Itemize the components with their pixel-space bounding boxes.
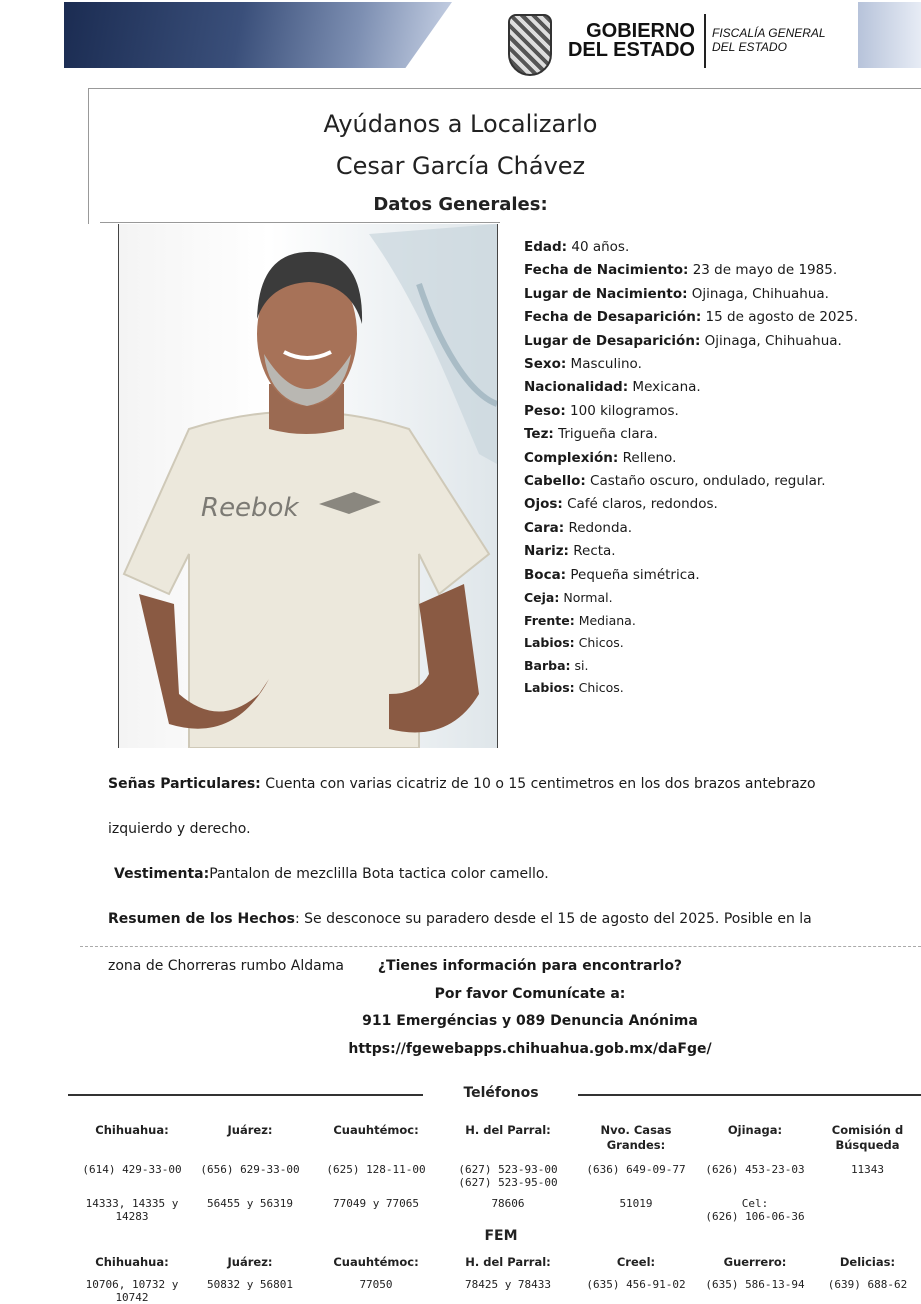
detail-value: Chicos. (574, 680, 624, 696)
telefonos-col-phone: (656) 629-33-00 (200, 1163, 300, 1176)
detail-label: Tez: (524, 426, 554, 443)
detail-value: Relleno. (618, 449, 677, 466)
gov-line1: GOBIERNO (586, 20, 695, 42)
detail-value: Trigueña clara. (553, 426, 658, 443)
telefonos-col-head: Comisión d Búsqueda (831, 1123, 904, 1152)
telefonos-col-head: Ojinaga: (727, 1123, 783, 1137)
gov-line2: DEL ESTADO (567, 39, 695, 61)
telefonos-col-ext: Cel: (626) 106-06-36 (705, 1197, 805, 1223)
fem-col-head: Guerrero: (723, 1255, 787, 1269)
detail-row (524, 587, 914, 610)
detail-label: Nacionalidad: (524, 379, 629, 396)
detail-label: Boca: (524, 566, 567, 583)
detail-row (524, 564, 914, 587)
fem-col-value: 50832 y 56801 (206, 1278, 294, 1291)
photo-illustration (119, 224, 497, 748)
detail-row (524, 376, 914, 399)
telefonos-col-phone: (625) 128-11-00 (326, 1163, 426, 1176)
detail-row (524, 236, 914, 259)
state-seal-logo (508, 14, 552, 76)
detail-label: Edad: (524, 239, 568, 255)
detail-value: Ojinaga, Chihuahua. (687, 285, 829, 302)
vestimenta-label: Vestimenta: (114, 866, 210, 882)
header-banner (64, 2, 452, 68)
telefonos-col-ext: 78606 (491, 1197, 525, 1210)
resumen-value-1: : Se desconoce su paradero desde el 15 de agosto del 2025. Posible en la (294, 911, 812, 927)
headline: Ayúdanos a Localizarlo (323, 110, 598, 138)
detail-label: Complexión: (524, 449, 619, 466)
telefonos-line-left (68, 1094, 423, 1096)
detail-row (524, 330, 914, 353)
contact-please: Por favor Comunícate a: (434, 986, 626, 1002)
detail-label: Labios: (524, 680, 575, 696)
detail-label: Nariz: (524, 543, 569, 560)
telefonos-col-phone: (614) 429-33-00 (82, 1163, 182, 1176)
fiscalia-logo-text (712, 26, 832, 54)
person-name: Cesar García Chávez (335, 152, 586, 180)
detail-value: 100 kilogramos. (565, 402, 679, 419)
fem-col-head: Cuauhtémoc: (333, 1255, 419, 1269)
missing-person-photo (118, 224, 498, 748)
detail-label: Peso: (524, 402, 566, 419)
telefonos-col-head: H. del Parral: (465, 1123, 551, 1137)
telefonos-col-ext: 51019 (619, 1197, 653, 1210)
fem-col-head: Creel: (616, 1255, 656, 1269)
telefonos-col-ext: 77049 y 77065 (332, 1197, 420, 1210)
telefonos-col-ext: 14333, 14335 y 14283 (85, 1197, 179, 1223)
telefonos-col-head: Cuauhtémoc: (333, 1123, 419, 1137)
frame-top-line (88, 88, 921, 89)
telefonos-title: Teléfonos (463, 1085, 539, 1101)
detail-value: 40 años. (567, 239, 630, 255)
telefonos-line-right (578, 1094, 921, 1096)
detail-label: Sexo: (524, 356, 567, 373)
detail-label: Cara: (524, 519, 565, 536)
detail-value: 15 de agosto de 2025. (701, 309, 858, 326)
section-title: Datos Generales: (373, 194, 548, 215)
detail-label: Fecha de Desaparición: (524, 309, 702, 326)
fem-col-value: 77050 (359, 1278, 393, 1291)
detail-row (524, 540, 914, 563)
detail-label: Barba: (524, 657, 571, 673)
detail-row (524, 610, 914, 633)
fiscal-line2: DEL ESTADO (712, 40, 787, 54)
telefonos-col-head: Juárez: (227, 1123, 273, 1137)
detail-row (524, 470, 914, 493)
telefonos-col-phone: 11343 (850, 1163, 885, 1176)
detail-label: Lugar de Nacimiento: (524, 285, 688, 302)
detail-row (524, 677, 914, 700)
resumen-line1 (108, 911, 812, 927)
details-list (524, 236, 914, 700)
detail-row (524, 283, 914, 306)
detail-row (524, 493, 914, 516)
dashed-divider (80, 946, 921, 947)
contact-question: ¿Tienes información para encontrarlo? (377, 958, 683, 974)
detail-value: Mexicana. (628, 379, 701, 396)
detail-row (524, 632, 914, 655)
contact-url[interactable]: https://fgewebapps.chihuahua.gob.mx/daFge/ (348, 1041, 712, 1057)
detail-row (524, 517, 914, 540)
photo-top-line (100, 222, 500, 223)
detail-label: Ojos: (524, 496, 563, 513)
fem-col-value: (635) 456-91-02 (586, 1278, 686, 1291)
detail-row (524, 259, 914, 282)
detail-label: Lugar de Desaparición: (524, 332, 701, 349)
gobierno-logo-text (560, 22, 695, 60)
vestimenta-value: Pantalon de mezclilla Bota tactica color camello. (209, 866, 549, 882)
fem-title: FEM (484, 1228, 518, 1244)
fem-col-value: 78425 y 78433 (464, 1278, 552, 1291)
detail-label: Labios: (524, 635, 575, 651)
fem-col-head: Chihuahua: (95, 1255, 169, 1269)
detail-value: Ojinaga, Chihuahua. (700, 332, 842, 349)
telefonos-col-head: Chihuahua: (95, 1123, 169, 1137)
contact-phones: 911 Emergéncias y 089 Denuncia Anónima (362, 1013, 698, 1029)
detail-value: Café claros, redondos. (562, 496, 718, 513)
detail-label: Frente: (524, 612, 575, 628)
detail-row (524, 400, 914, 423)
detail-value: Recta. (568, 543, 616, 560)
photo-shirt-text: Reebok (201, 493, 299, 523)
vestimenta-line (114, 866, 549, 882)
telefonos-col-head: Nvo. Casas Grandes: (600, 1123, 672, 1152)
resumen-label: Resumen de los Hechos (108, 911, 295, 927)
resumen-line2: zona de Chorreras rumbo Aldama (108, 958, 344, 974)
telefonos-col-phone: (626) 453-23-03 (705, 1163, 805, 1176)
fem-col-value: (635) 586-13-94 (705, 1278, 805, 1291)
detail-value: Masculino. (566, 356, 642, 373)
detail-value: si. (570, 657, 589, 673)
fem-col-value: (639) 688-62 (827, 1278, 908, 1291)
senas-value-1: Cuenta con varias cicatriz de 10 o 15 centimetros en los dos brazos antebrazo (260, 776, 816, 792)
telefonos-col-phone: (636) 649-09-77 (586, 1163, 686, 1176)
detail-label: Ceja: (524, 590, 560, 606)
telefonos-col-ext: 56455 y 56319 (206, 1197, 294, 1210)
header-banner-right (858, 2, 921, 68)
fem-col-head: H. del Parral: (465, 1255, 551, 1269)
senas-label: Señas Particulares: (108, 776, 261, 792)
detail-value: Castaño oscuro, ondulado, regular. (585, 473, 826, 490)
senas-line1 (108, 776, 816, 792)
fem-col-head: Delicias: (839, 1255, 896, 1269)
detail-label: Fecha de Nacimiento: (524, 262, 689, 279)
fem-col-head: Juárez: (227, 1255, 273, 1269)
telefonos-col-phone: (627) 523-93-00 (627) 523-95-00 (458, 1163, 558, 1189)
detail-value: Chicos. (574, 635, 624, 651)
logo-divider (704, 14, 706, 68)
fem-col-value: 10706, 10732 y 10742 (85, 1278, 179, 1304)
detail-value: Pequeña simétrica. (566, 566, 700, 583)
detail-value: Redonda. (564, 519, 633, 536)
detail-value: Normal. (559, 590, 613, 606)
detail-row (524, 423, 914, 446)
fiscal-line1: FISCALÍA GENERAL (712, 26, 826, 40)
senas-line2: izquierdo y derecho. (108, 821, 251, 837)
detail-row (524, 447, 914, 470)
detail-value: 23 de mayo de 1985. (688, 262, 838, 279)
detail-row (524, 655, 914, 678)
detail-value: Mediana. (574, 612, 636, 628)
detail-row (524, 306, 914, 329)
detail-row (524, 353, 914, 376)
detail-label: Cabello: (524, 473, 586, 490)
